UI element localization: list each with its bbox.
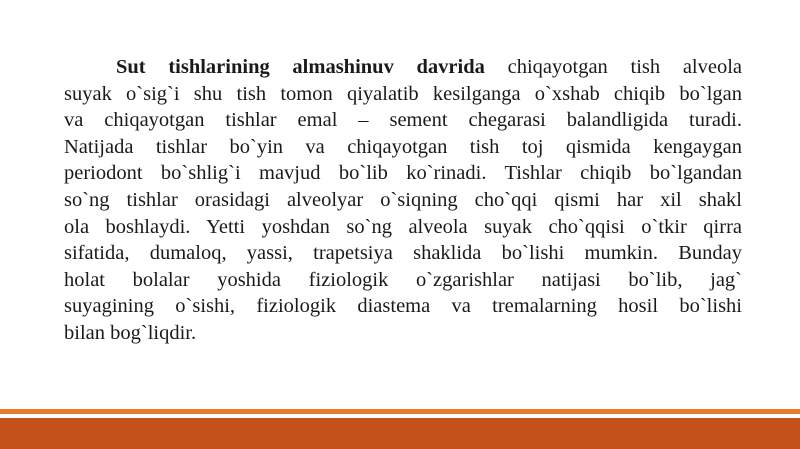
paragraph-line-2: suyak o`sig`i shu tish tomon qiyalatib kesilganga o`xshab chiqib bo`lgan <box>64 82 742 105</box>
paragraph-line-1 <box>64 54 742 81</box>
paragraph-line-4: Natijada tishlar bo`yin va chiqayotgan tish toj qismida kengaygan <box>64 135 742 158</box>
paragraph-line-3: va chiqayotgan tishlar emal – sement chegarasi balandligida turadi. <box>64 109 742 132</box>
paragraph-line-9: holat bolalar yoshida fiziologik o`zgarishlar natijasi bo`lib, jag` <box>64 268 742 291</box>
paragraph-line-11: bilan bog`liqdir. <box>64 321 197 344</box>
paragraph-line-6: so`ng tishlar orasidagi alveolyar o`siqning cho`qqi qismi har xil shakl <box>64 188 742 211</box>
body-paragraph <box>64 54 742 347</box>
bold-lead-phrase: Sut tishlarining almashinuv davrida <box>116 56 485 78</box>
paragraph-line-1-text: chiqayotgan tish alveola <box>507 56 743 78</box>
paragraph-line-8: sifatida, dumaloq, yassi, trapetsiya shaklida bo`lishi mumkin. Bunday <box>64 242 742 265</box>
paragraph-line-5: periodont bo`shlig`i mavjud bo`lib ko`rinadi. Tishlar chiqib bo`lgandan <box>64 162 742 185</box>
paragraph-line-10: suyagining o`sishi, fiziologik diastema va tremalarning hosil bo`lishi <box>64 295 742 318</box>
paragraph-line-7: ola boshlaydi. Yetti yoshdan so`ng alveola suyak cho`qqisi o`tkir qirra <box>64 215 742 238</box>
footer-accent-bar-thick <box>0 418 800 449</box>
footer-accent-bar-thin <box>0 409 800 414</box>
